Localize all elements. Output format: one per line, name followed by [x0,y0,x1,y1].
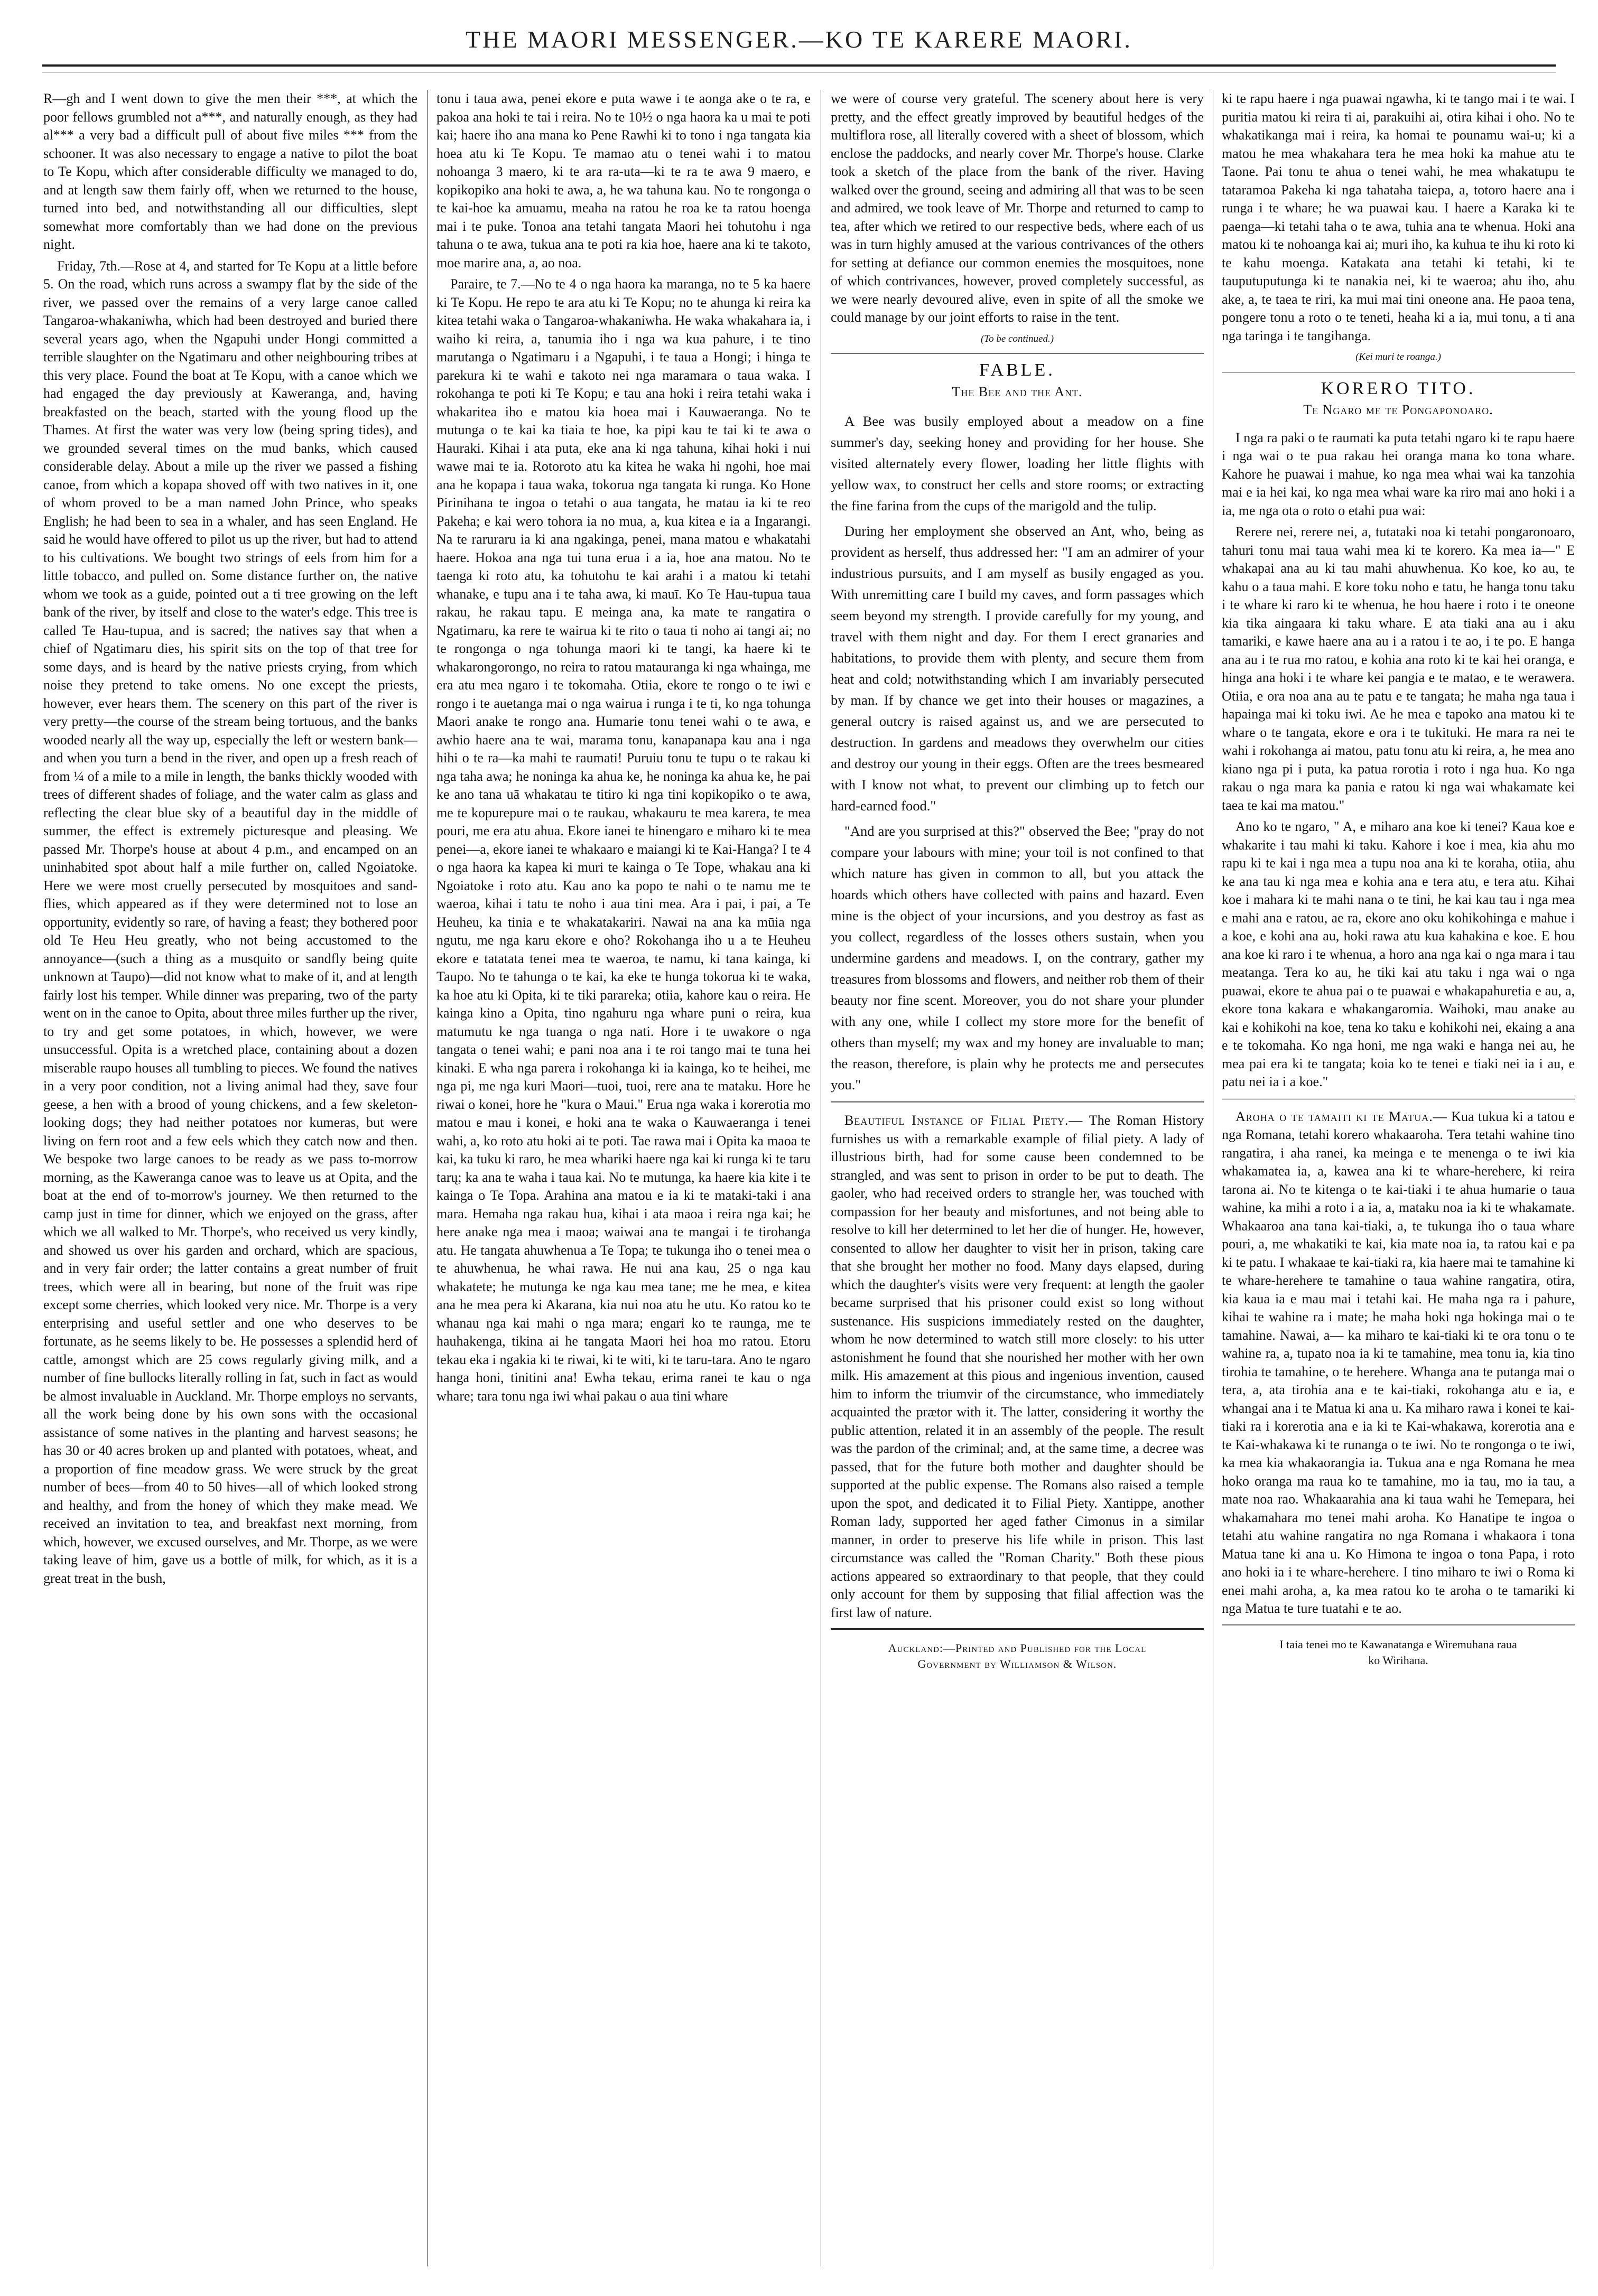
printer-line: I taia tenei mo te Kawanatanga e Wiremuhana raua [1279,1637,1517,1651]
filial-piety-article [831,1112,1204,1622]
masthead [42,21,1556,79]
masthead-rule [42,64,1556,72]
column-3 [831,90,1204,2266]
fable-subheading: The Bee and the Ant. [952,384,1083,399]
filial-piety-heading: Beautiful Instance of Filial Piety.— [844,1113,1083,1128]
maori-journal-paragraph: Paraire, te 7.—No te 4 o nga haora ka maranga, no te 5 ka haere ki Te Kopu. He repo te ara atu ki Te Kopu; no te ahunga ki reira ka kitea tetahi waka o Tangaroa-whakaniwha. He waka whakahara ia, i waiho ki reira, a, tanumia iho i nga wa kua pahure, i te tino marutanga o Ngatimaru i a Ngapuhi, i te taua a Hongi; i hinga te parekura ki te wahi e takoto nei nga maramara o taua waka. I rokohanga te poti ki Te Kopu; e tau ana hoki i reira tetahi waka i whakaritea iho e matou kia hoea mai i Kauwaeranga. No te mutunga o te kai ka tiaia te hoe, ka pipi kau te tai ki te awa o Hauraki. Kihai i ata puta, eke ana ki nga tahuna, kihai hoki i nui wawe mai te ia. Rotoroto atu ka kitea he waka hi ngohi, hoe mai ana he kopapa i taua waka, tokorua nga tangata ki runga. Ko Hone Pirinihana te ingoa o tetahi o aua tangata, he matau ia ki te reo Pakeha; e kai wero tohora ia no mua, a, kua kitea e ia a Ingarangi. Na te raruraru ia ki ana ngakinga, penei, mana matou e whakatahi haere. Hokoa ana nga tui tuna erua i a ia, hoe ana matou. No te taenga ki roto atu, ka tohutohu te kai arahi i a matou ki tetahi whanake, e tupu ana i te taha awa, ki mauī. Ko Te Hau-tupua taua rakau, he rakau tapu. E meinga ana, ka mate te rangatira o Ngatimaru, ka rere te wairua ki te rito o taua ti noho ai tangi ai; no te rongonga o nga tohunga maori ki te tangi, ka haere ki te whakarongorongo, no reira to ratou matauranga ki nga whainga, me era atu mea ngaro i te tokomaha. Otiia, ekore te rongo o te iwi e rongo i te auetanga mai o nga wairua i runga i te ti, ko nga tohunga Maori anake te rongo ana. Humarie tonu tenei wahi o te awa, e awhio haere ana te wai, marama tonu, kanapanapa kau ana i nga hihi o te ra—ka mahi te raumati! Puruiu tonu te tupu o te rakau ki nga taha awa; he noninga ka ahua ke, he noninga ka ahua ke, he pai ke ano tana uā whakatau te titiro ki nga tini kopikopiko o te awa, me te kopurepure mai o te raukau, whakauru te mea karera, te mea pouri, me era atu ahua. Ekore ianei te hinengaro e miharo ki te mea penei—a, ekore ianei te whakaaro e maiangi ki te Kai-Hanga? I te 4 o nga haora ka kapea ki muri te kainga o Te Tope, whakau ana ki Ngoiatoke i roto atu. Kau ano ka popo te nahi o te namu me te waeroa, kihai i tatu te noho i aua tini mea. Ara i pai, i pai, a Te Heuheu, ka tinia e te whakatakariri. Nawai na ana ka mūia nga ngutu, me nga karu ekore e oho? Rokohanga iho u a te Heuheu ekore e tatatata tenei mea te waeroa, te namu, ki tana kainga, ki Taupo. No te tahunga o te kai, ka eke te hunga tokorua ki te waka, ka hoe atu ki Opita, ki te tiki parareka; otiia, kahore kau o reira. He kainga kino a Opita, tino ngahuru nga whare puni o reira, kua matumutu ke nga tuanga o nga nati. Hore i te uwakore o nga tangata o tenei wahi; e pani noa ana i te roi tango mai te tuna hei kinaki. E wha nga parera i rokohanga ki ia kainga, ko te heihei, me nga pi, me nga kuri Maori—tuoi, tuoi, rere ana te mataku. Hore he riwai o konei, hore he "kura o Maui." Erua nga waka i korerotia mo matou e mau i konei, e hoki ana te waka o Kauwaeranga i tenei wahi, a, ko roto atu hoki ai te poti. Tae rawa mai i Opita ka maoa te kai, ka tuku ki raro, he mea whariki haere nga kai ki runga ki te taru tarų; ka ana te waha i taua kai. No te mutunga, ka haere kia kite i te kainga o Te Topa. Arahina ana matou e ia ki te mataki-taki i ana mara. Hemaha nga rakau hua, kihai i ata maoa i reira nga kai; he here anake nga mea i maoa; waiwai ana te mangai i te tirohanga atu. He tangata ahuwhenua a Te Topa; te tukunga iho o tenei mea o te ahuwhenua, he whai rawa. He nui ana kau, 25 o nga kau whakatete; he mutunga ke nga kau mea tane; me he mea, e kitea ana he mea pera ki Akarana, kia nui noa atu he utu. Ko ratou ko te whanau nga kai mahi o nga mara; engari ko te raunga, me te hauhakenga, tikina ai he tangata Maori hei hoa mo ratou. Etoru tekau eka i ngakia ki te riwai, ki te witi, ki te taru-tara. Ano te ngaro hanga honi, tinitini ana! Ewha tekau, erima ranei te kau o nga whare; tara tonu nga iwi whai pakau o aua tini whare [436,276,811,1404]
korero-paragraph: Rerere nei, rerere nei, a, tutataki noa ki tetahi pongaronoaro, tahuri tonu mai taua wahi mea ki te korero. Ka mea ia—" E whakapai ana au ki tau mahi ahuwhenua. Ko koe, ko au, te kahu o a taua mahi. E kore toku noho e tatu, he hanga tonu taku i te whare ki raro ki te whenua, he hou haere i roto i te oneone kia tika aingaara ki taku whare. E ata tiaki ana au i aku tamariki, e kawe haere ana au i a ratou i te ao, i te po. E hanga ana au i te rua mo ratou, e kohia ana roto ki te kai hei oranga, e hinga ana hoki i te whare kei pangia e te matao, e te werawera. Otiia, e ora noa ana au te patu e te tangata; he maha nga taua i hapainga mai ki toku iwi. Ae he mea e tapoko ana matou ki te whare o te tangata, ekore e ora i te tukituki. He mara ra nei te wahi i rokohanga ai matou, patu tonu atu ki reira, a, he mea ano kiano nga pi i puta, ka patua rorotia i roto i nga hua. Ko nga rakau o nga mara ka pania e ratou ki nga wai whakamate kei taea te kai ma matou." [1222,524,1575,813]
column-1 [43,90,417,2266]
printer-line: ko Wirihana. [1368,1653,1428,1667]
journal-paragraph: R—gh and I went down to give the men their ***, at which the poor fellows grumbled not a***, and naturally enough, as they had al*** a very bad a difficult pull of about five miles *** from the schooner. It was also necessary to engage a native to pilot the boat to Te Kopu, which after considerable difficulty we managed to do, and at length saw them fairly off, when we returned to the house, turned into bed, and notwithstanding all our difficulties, slept somewhat more comfortably than we had done on the previous night. [43,91,417,252]
aroha-body: Kua tukua ki a tatou e nga Romana, tetahi korero whakaaroha. Tera tetahi wahine tino rangatira, i aha ranei, ka meinga e te menenga o te iwi kia whakamatea ia, a, kawea ana ki te whare-herehere, ki reira tarona ai. No te kitenga o te kai-tiaki i te ahua humarie o taua wahine, ka mihi a roto i a ia, a, mataku noa ia ki te whakamate. Whakaaroa ana tana kai-tiaki, a, te tukunga iho o taua whare pouri, a, me whakatiki te kai, kia mate noa ia, ta ratou kai e pa ki te patu. I whakaae te kai-tiaki ra, kia haere mai te tamahine ki te whare-herehere te tamahine o taua wahine rangatira, otira, kia kaua ia e mau mai i tetahi kai. He maha nga ra i pahure, kihai te wahine ra i mate; he maha hoki nga hokinga mai o te tamahine. Nawai, a— ka miharo te kai-tiaki ki te ora tonu o te wahine ra, a, tupato noa ia ki te tamahine, mea tonu ia, kia tino tirohia te tamahine, o te herehere. Whanga ana te putanga mai o tera, a, ata tirohia ana e te kai-tiaki, rokohanga atu e ia, e whangai ana i te Matua ki ana u. Ka miharo rawa i konei te kai-tiaki ra i korerotia ana e ia ki te Kai-whakawa, korerotia ana e te Kai-whakawa ki te runanga o te iwi. No te rongonga o te iwi, ka mea kia whakaorangia ia. Tukua ana e nga Romana he mea hoko oranga ma raua ko te tamahine, mo ia tau, mo ia tau, a mate noa rao. Whakaarahia ana ki taua wahi he Temepara, hei whakamahara mo tenei mahi aroha. Ko Hanatipe te ingoa o tetahi atu wahine rangatira no nga Romana i whakaora i tona Matua tane ki ana u. Ko Himona te ingoa o tona Papa, i roto ano hoki ia i te whare-herehere. I tino miharo te iwi o Roma ki enei mahi aroha, a, ka mea ratou ko te aroha o te tamariki ki nga Matua te ture tuatahi e te ao. [1222,1108,1575,1616]
maori-journal-paragraph: tonu i taua awa, penei ekore e puta wawe i te aonga ake o te ra, e pakoa ana hoki te tai i reira. No te 10½ o nga haora ka u mai te poti kai; haere iho ana mana ko Pene Rawhi ki to tono i nga tangata kia hoea atu ki Te Kopu. Te mamao atu o tenei wahi i to matou nohoanga 3 maero, ki te ara ra-uta—ki te ra te awa 9 maero, e kopikopiko ana hoki te awa, a, he wa tahuna kau. No te rongonga o te kai-hoe ka amuamu, meaha na ratou he roa ke ta ratou hoenga mai i te puke. Tonoa ana tetahi tangata Maori hei tohutohu i nga tahuna o te awa, tukua ana te poti ra kia hoe, haere ana ki te takoto, moe marire ana, a, ao noa. [436,91,811,270]
imprint [831,1640,1204,1672]
korero-subheading: Te Ngaro me te Pongaponoaro. [1303,402,1493,417]
section-rule [831,1102,1204,1105]
aroha-article [1222,1108,1575,1618]
imprint-line: Government by Williamson & Wilson. [917,1657,1117,1670]
korero-heading: KORERO TITO. [1321,378,1476,398]
filial-piety-body: The Roman History furnishes us with a remarkable example of filial piety. A lady of illustrious birth, had for some cause been condemned to be strangled, and was sent to prison in order to be put to death. The gaoler, who had received orders to strangle her, was touched with compassion for her beauty and misfortunes, and not being able to resolve to kill her determined to let her die of hunger. He, however, consented to allow her daughter to visit her in prison, taking care that she brought her mother no food. Many days elapsed, during which the daughter's visits were very frequent: at length the gaoler became surprised that his prisoner could exist so long without sustenance. His suspicions immediately rested on the daughter, whom he now determined to watch still more closely: to his utter astonishment he found that she nourished her mother with her own milk. His amazement at this pious and ingenious invention, caused him to inform the triumvir of the circumstance, who immediately acquainted the prætor with it. The latter, considering it worthy the public attention, related it in an assembly of the people. The result was the pardon of the criminal; and, at the same time, a decree was passed, that for the future both mother and daughter should be supported at the public expense. The Romans also raised a temple upon the spot, and dedicated it to Filial Piety. Xantippe, another Roman lady, supported her aged father Cimonus in a similar manner, in order to preserve his life while in prison. This last circumstance was called the "Roman Charity." Both these pious actions appeared so extraordinary to that people, that they could only account for them by supposing that filial affection was the first law of nature. [831,1113,1204,1620]
aroha-heading: Aroha o te tamaiti ki te Matua.— [1235,1108,1447,1124]
korero-paragraph: I nga ra paki o te raumati ka puta tetahi ngaro ki te rapu haere i nga wai o te pua rakau hei oranga mana ko tona whare. Kahore he puawai i mahue, ko nga mea whai wai ka tanzohia mai e ia hei kai, ko nga mea whai ware ka riro mai ano hoki i a ia, me nga ota o roto o etahi pua wai: [1222,430,1575,518]
fable-paragraph: "And are you surprised at this?" observed the Bee; "pray do not compare your labours with mine; your toil is not confined to that which nature has given in common to all, but you attack the hoards which others have collected with pains and hazard. Even mine is the object of your incursions, and you destroy as fast as you collect, regardless of the losses others sustain, when you undermine gardens and meadows. I, on the contrary, gather my treasures from blossoms and flowers, and neither rob them of their beauty nor fine scent. Moreover, you do not share your plunder with any one, while I collect my store more for the benefit of others than myself; my wax and my honey are invaluable to man; the reason, therefore, is plain why he protects me and persecutes you." [831,823,1204,1093]
section-rule [1222,1625,1575,1628]
column-divider [427,90,428,2266]
fable-heading: FABLE. [979,360,1055,380]
column-4 [1222,90,1575,2266]
continued-note: (Kei muri te roanga.) [1355,351,1441,362]
korero-paragraph: Ano ko te ngaro, " A, e miharo ana koe ki tenei? Kaua koe e whakarite i tau mahi ki taku. Kahore i koe i mea, kia ahu mo rapu ki te kai i nga mea a tupu noa ana ki te koraha, otiia, ahu ke ana tau ki nga mea e kohia ana e tera atu, e tera atu. Kihai koe i mahara ki te mahi nana o te tini, he kai kau tau i nga mea e mahi ana e ratou, ae ra, ekore ano oku kohikohinga e mahue i a koe, e kohi ana au, hoki rawa atu kua kahakina e koe. E hou ana koe ki raro i te whenua, a horo ana nga kai o nga mara i tau meatanga. Tera ko au, he tiki kai atu taku i nga wai o nga puawai, ekore te ahua pai o te puawai e whakapahuretia e au, a, ekore tona kakara e whakangaromia. Waihoki, mau anake au kai e kohikohi na koe, tena ko taku e kohikohi nei, ekaing a ana e te tokomaha. Ko nga honi, me nga waki e hanga nei au, he mea pai era ki te tangata; koia ko te tenei e tiaki nei ia i au, e patu nei ia i a koe." [1222,819,1575,1089]
section-rule [1222,1098,1575,1102]
imprint-line: Auckland:—Printed and Published for the Local [888,1641,1147,1655]
maori-journal-paragraph: ki te rapu haere i nga puawai ngawha, ki te tango mai i te wai. I puritia matou ki reira ti ai, parakuihi ai, otira kihai i oho. No te whakatikanga mai i reira, ka homai te pounamu wai-u; ki a matou he mea whakahara tera he mea hoki ka mahue atu te Taone. Pai tonu te ahua o tenei wahi, he mea whakatupu te tataramoa Pakeha ki nga tahataha taiepa, a, totoro haere ana i runga i te whare; he wa puawai kau. I haere a Karaka ki te paenga—ki tetahi taha o te awa, tuhia ana te whenua. Hoki ana matou ki te nohoanga kai ai; muri iho, ka kuhua te ihu ki roto ki te kahu moenga. Katakata ana tetahi ki tetahi, ki te tauputuputunga ki te nanakia nei, ki te waeroa; ahu iho, ahu ake, a, te taea te riri, ka mui mai tini oneone ana. He paoa tena, pongere tonu a roto o te teneti, heaha ki a ia, mui tonu, a ti ana nga taringa i te tangihanga. [1222,91,1575,343]
masthead-title: THE MAORI MESSENGER.—KO TE KARERE MAORI. [466,26,1132,53]
continued-note: (To be continued.) [980,333,1054,344]
section-rule [831,353,1204,354]
section-rule [831,1628,1204,1632]
printer-note [1222,1637,1575,1668]
fable-paragraph: A Bee was busily employed about a meadow on a fine summer's day, seeking honey and providing for her house. She visited alternately every flower, loading her little flights with yellow wax, to construct her cells and store rooms; or extracting the fine farina from the cups of the marigold and the tulip. [831,413,1204,514]
journal-paragraph: we were of course very grateful. The scenery about here is very pretty, and the effect greatly improved by beautiful hedges of the multiflora rose, all literally covered with a sheet of blossom, which enclose the paddocks, and nearly cover Mr. Thorpe's house. Clarke took a sketch of the place from the bank of the river. Having walked over the ground, seeing and admiring all that was to be seen and admired, we took leave of Mr. Thorpe and returned to camp to tea, after which we retired to our respective beds, where each of us was in turn highly amused at the various contrivances of the others for setting at defiance our common enemies the mosquitoes, none of which contrivances, however, proved completely successful, as we were nearly devoured alive, even in spite of all the smoke we could manage by our joint efforts to raise in the tent. [831,91,1204,325]
fable-body [831,410,1204,1095]
journal-paragraph: Friday, 7th.—Rose at 4, and started for Te Kopu at a little before 5. On the road, which runs across a swampy flat by the side of the river, we passed over the remains of a very large canoe called Tangaroa-whakaniwha, which had been destroyed and buried there several years ago, when the Ngapuhi under Hongi committed a terrible slaughter on the Ngatimaru and other neighbouring tribes at this very place. Found the boat at Te Kopu, with a canoe which we had engaged the day previously at Kaweranga, and, having breakfasted on the beach, started with the young flood up the Thames. At first the water was very low (being spring tides), and we grounded several times on the mud banks, which caused considerable delay. About a mile up the river we passed a fishing canoe, from which a kopapa shoved off with two natives in it, one of whom proved to be a man named John Prince, who speaks English; he had been to sea in a whaler, and has seen England. He said he would have offered to pilot us up the river, but had to attend to his cultivations. We bought two strings of eels from him for a little tobacco, and pulled on. Some distance further on, the native whom we took as a guide, pointed out a ti tree growing on the left bank of the river, by itself and close to the water's edge. This tree is called Te Hau-tupua, and is sacred; the natives say that when a chief of Ngatimaru dies, his spirit sits on the top of that tree for some days, and is heard by the native priests crying, from which noise they pretend to take omens. No one except the priests, however, ever hears them. The scenery on this part of the river is very pretty—the course of the stream being tortuous, and the banks wooded nearly all the way up, especially the left or western bank—and when you turn a bend in the river, and open up a fresh reach of from ¼ of a mile to a mile in length, the banks thickly wooded with trees of different shades of foliage, and the water calm as glass and reflecting the clear blue sky of a beautiful day in the middle of summer, the effect is extremely picturesque and pleasing. We passed Mr. Thorpe's house at about 4 p.m., and encamped on an uninhabited spot about half a mile further on, called Ngoiatoke. Here we were most cruelly persecuted by mosquitoes and sand-flies, which appeared as if they were determined not to lose an opportunity, evidently so rare, of having a feast; they bothered poor old Te Heu Heu greatly, who not being accustomed to the annoyance—(such a thing as a musquito or sandfly being quite unknown at Taupo)—did not know what to make of it, and at length fairly lost his temper. While dinner was preparing, two of the party went on in the canoe to Opita, about three miles further up the river, to try and get some potatoes, in which, however, we were unsuccessful. Opita is a wretched place, containing about a dozen miserable raupo houses all tumbling to pieces. We found the natives in a very poor condition, not a living animal had they, save four geese, a hen with a brood of young chickens, and a few skeleton-looking dogs; they had neither potatoes nor kumeras, but were living on fern root and a few eels which they catch now and then. We bespoke two large canoes to be ready as we pass to-morrow morning, as the Kaweranga canoe was to leave us at Opita, and the boat at the end of to-morrow's journey. We then returned to the camp just in time for dinner, which we enjoyed on the grass, after which we all walked to Mr. Thorpe's, who received us very kindly, and showed us over his garden and orchard, which are spacious, and in very fair order; the latter contains a great number of fruit trees, which were all in bearing, but none of the fruit was ripe except some cherries, which looked very nice. Mr. Thorpe is a very enterprising and useful settler and one who deserves to be fortunate, as he seems likely to be. He possesses a splendid herd of cattle, amongst which are 25 cows regularly giving milk, and a number of fine bullocks literally rolling in fat, such in fact as would be almost invaluable in Auckland. Mr. Thorpe employs no servants, all the work being done by his own sons with the occasional assistance of some natives in the planting and harvest seasons; he has 30 or 40 acres broken up and planted with potatoes, wheat, and a proportion of fine meadow grass. We were struck by the great number of bees—from 40 to 50 hives—all of which looked strong and healthy, and from the honey of which they make mead. We received an invitation to tea, and breakfast next morning, from which, however, we excused ourselves, and Mr. Thorpe, as we were taking leave of him, gave us a bottle of milk, for which, as it is a great treat in the bush, [43,258,417,1586]
fable-paragraph: During her employment she observed an Ant, who, being as provident as herself, thus addressed her: "I am an admirer of your industrious pursuits, and I am myself as busily engaged as you. With unremitting care I build my caves, and form passages which seem beyond my strength. I provide carefully for my young, and travel with them night and day. For them I erect granaries and habitations, to provide them with plenty, and secure them from heat and cold; notwithstanding which I am invariably persecuted by man. If by chance we get into their houses or magazines, a general outcry is raised against us, and we are persecuted to destruction. In gardens and meadows they overwhelm our cities and destroy our young in their eggs. Often are the trees besmeared with I know not what, to prevent our climbing up to fetch our hard-earned food." [831,523,1204,814]
column-2 [436,90,811,2266]
